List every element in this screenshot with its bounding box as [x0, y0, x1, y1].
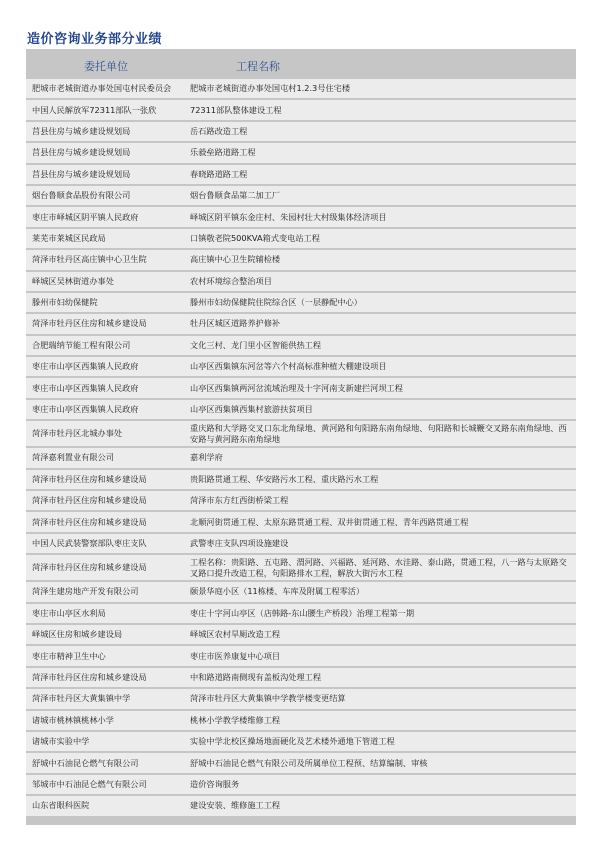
project-cell: 山亭区西集镇西集村旅游扶贫项目 [190, 404, 313, 415]
table-row [26, 100, 576, 121]
project-cell: 山亭区西集镇东河岔等六个村高标准种植大棚建设项目 [190, 361, 387, 372]
table-row [26, 314, 576, 335]
table-row [26, 336, 576, 357]
client-cell: 菏泽市牡丹区住房和城乡建设局 [32, 473, 147, 484]
client-cell: 烟台鲁顺食品股份有限公司 [32, 190, 131, 201]
table-row [26, 604, 576, 625]
table-row [26, 775, 576, 796]
table-row [26, 625, 576, 646]
table-row [26, 378, 576, 399]
client-cell: 菏泽市牡丹区高庄镇中心卫生院 [32, 254, 147, 265]
table-row [26, 143, 576, 164]
page-title: 造价咨询业务部分业绩 [27, 32, 163, 47]
client-cell: 莒县住房与城乡建设规划局 [32, 125, 131, 136]
table-row [26, 186, 576, 207]
table-row [26, 250, 576, 271]
project-cell: 枣庄十字河山亭区（店韩路-东山腰生产桥段）治理工程第一期 [190, 607, 415, 618]
client-cell: 莒县住房与城乡建设规划局 [32, 147, 131, 158]
client-cell: 枣庄市峄城区阴平镇人民政府 [32, 211, 139, 222]
project-cell: 乐毅垒路道路工程 [190, 147, 256, 158]
project-cell: 峄城区阴平镇东金庄村、朱园村壮大村级集体经济项目 [190, 211, 387, 222]
table-row [26, 796, 576, 817]
client-cell: 峄城区住房和城乡建设局 [32, 629, 123, 640]
client-cell: 峄城区吴林街道办事处 [32, 275, 114, 286]
project-cell: 工程名称：贵阳路、五屯路、渭河路、兴福路、延河路、水洼路、泰山路，贯通工程，八一路与太原路交叉路口提升改造工程，句阳路排水工程，解放大街污水工程 [190, 556, 567, 578]
project-cell: 72311部队整体建设工程 [190, 104, 282, 115]
table-body [26, 79, 576, 818]
client-cell: 菏泽市牡丹区住房和城乡建设局 [32, 516, 147, 527]
client-cell: 中国人民武装警察部队枣庄支队 [32, 538, 147, 548]
table-row [26, 357, 576, 378]
table-row [26, 582, 576, 603]
client-cell: 菏泽市牡丹区住房和城乡建设局 [32, 318, 147, 329]
project-cell: 武警枣庄支队四项设施建设 [190, 538, 289, 548]
project-cell: 山亭区西集镇两河岔流域治理及十字河南支新建拦河坝工程 [190, 382, 403, 393]
project-cell: 菏泽市东方红西街桥梁工程 [190, 495, 289, 506]
project-cell: 春晓路道路工程 [190, 168, 248, 179]
project-cell: 颐景华庭小区（11栋楼、车库及附属工程零活） [190, 586, 365, 597]
client-cell: 莒县住房与城乡建设规划局 [32, 168, 131, 179]
client-cell: 菏泽市牡丹区北城办事处 [32, 428, 123, 439]
table-header [26, 49, 576, 79]
table-row [26, 534, 576, 555]
project-cell: 滕州市妇幼保健院住院综合区（一层静配中心） [190, 297, 362, 308]
client-cell: 菏泽市牡丹区住房和城乡建设局 [32, 671, 147, 682]
header-project: 工程名称 [236, 60, 280, 73]
table-row [26, 122, 576, 143]
project-cell: 峄城区农村旱厕改造工程 [190, 629, 281, 640]
table-row [26, 272, 576, 293]
client-cell: 邹城市中石油昆仑燃气有限公司 [32, 778, 147, 789]
table-row [26, 646, 576, 667]
client-cell: 滕州市妇幼保健院 [32, 297, 98, 308]
project-cell: 口镇敬老院500KVA箱式变电站工程 [190, 232, 320, 243]
table-row [26, 753, 576, 774]
project-cell: 菏泽市牡丹区大黄集镇中学教学楼变更结算 [190, 693, 346, 704]
project-cell: 肥城市老城街道办事处国屯村1.2.3号住宅楼 [190, 83, 351, 94]
client-cell: 菏泽生建房地产开发有限公司 [32, 586, 139, 597]
table-row [26, 293, 576, 314]
project-cell: 北顺河街贯通工程、太原东路贯通工程、双井街贯通工程、青年西路贯通工程 [190, 516, 469, 527]
project-cell: 舒城中石油昆仑燃气有限公司及所属单位工程预、结算编制、审核 [190, 757, 428, 768]
project-cell: 造价咨询服务 [190, 778, 240, 789]
project-cell: 实验中学北校区操场地面硬化及艺术楼外通地下管道工程 [190, 736, 395, 747]
client-cell: 菏泽市牡丹区住房和城乡建设局 [32, 562, 147, 573]
project-cell: 文化三村、龙门里小区智能供热工程 [190, 339, 322, 350]
project-cell: 嘉利学府 [190, 452, 223, 463]
client-cell: 菏泽市牡丹区大黄集镇中学 [32, 693, 131, 704]
project-cell: 桃林小学教学楼维修工程 [190, 714, 281, 725]
project-cell: 枣庄市医养康复中心项目 [190, 650, 281, 661]
client-cell: 诸城市实验中学 [32, 736, 90, 747]
client-cell: 枣庄市山亭区西集镇人民政府 [32, 361, 139, 372]
client-cell: 枣庄市山亭区水利局 [32, 607, 106, 618]
client-cell: 枣庄市山亭区西集镇人民政府 [32, 382, 139, 393]
client-cell: 枣庄市山亭区西集镇人民政府 [32, 404, 139, 415]
client-cell: 枣庄市精神卫生中心 [32, 650, 106, 661]
table-row [26, 732, 576, 753]
project-cell: 贵阳路贯通工程、华安路污水工程、重庆路污水工程 [190, 473, 379, 484]
client-cell: 山东省眼科医院 [32, 800, 90, 811]
project-cell: 重庆路和大学路交叉口东北角绿地、黄河路和句阳路东南角绿地、句阳路和长城鞭交叉路东南角绿地、西安路与黄河路东南角绿地 [190, 422, 567, 444]
table-row [26, 512, 576, 533]
table-row [26, 555, 576, 582]
project-cell: 建设安装、维修施工工程 [190, 800, 281, 811]
project-cell: 中和路道路南侧现有盖板沟处理工程 [190, 671, 322, 682]
project-cell: 农村环境综合整治项目 [190, 275, 272, 286]
table-row [26, 207, 576, 228]
project-cell: 牡丹区城区道路养护修补 [190, 318, 281, 329]
table-row [26, 229, 576, 250]
table-row [26, 470, 576, 491]
table-row [26, 448, 576, 469]
performance-table [26, 49, 576, 825]
client-cell: 菏泽市牡丹区住房和城乡建设局 [32, 495, 147, 506]
table-row [26, 400, 576, 421]
table-row [26, 689, 576, 710]
client-cell: 中国人民解放军72311部队一张欣 [32, 104, 157, 115]
table-row [26, 165, 576, 186]
table-row [26, 79, 576, 100]
client-cell: 诸城市桃林镇桃林小学 [32, 714, 114, 725]
client-cell: 莱芜市莱城区民政局 [32, 232, 106, 243]
table-row [26, 491, 576, 512]
project-cell: 高庄镇中心卫生院辅检楼 [190, 254, 281, 265]
client-cell: 菏泽嘉利置业有限公司 [32, 452, 114, 463]
header-client: 委托单位 [84, 60, 128, 73]
table-row [26, 711, 576, 732]
client-cell: 舒城中石油昆仑燃气有限公司 [32, 757, 139, 768]
client-cell: 合肥瑞纳节能工程有限公司 [32, 339, 131, 350]
project-cell: 岳石路改造工程 [190, 125, 248, 136]
table-row [26, 668, 576, 689]
table-row [26, 421, 576, 448]
client-cell: 肥城市老城街道办事处国屯村民委员会 [32, 83, 172, 94]
project-cell: 烟台鲁顺食品第二加工厂 [190, 190, 281, 201]
